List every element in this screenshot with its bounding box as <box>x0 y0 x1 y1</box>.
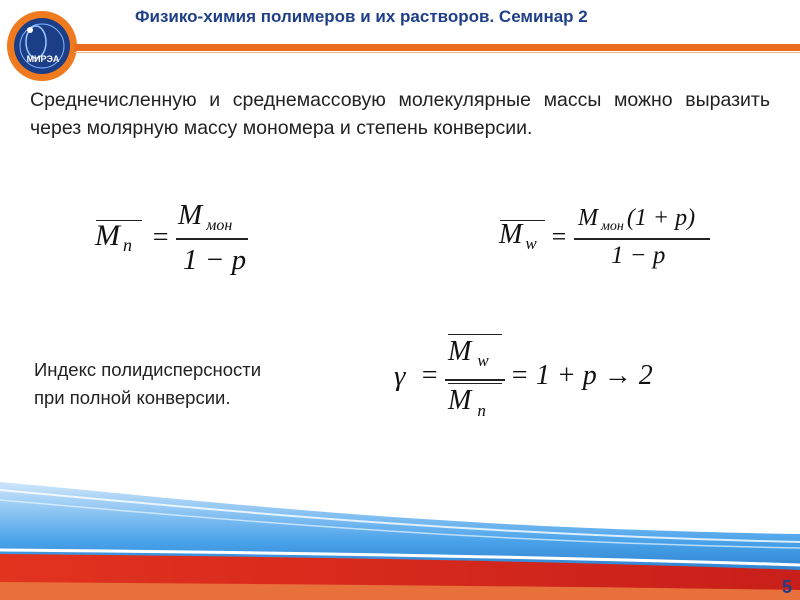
pdi-label-line1: Индекс полидисперсности <box>34 359 262 380</box>
pdi-label-line2: при полной конверсии. <box>34 387 231 408</box>
logo-text: МИРЭА <box>26 54 60 64</box>
slide-title: Физико-химия полимеров и их растворов. Семинар 2 <box>135 7 588 26</box>
formula-mw-numerator: M $_{мон}$ (1 + p) <box>578 205 696 234</box>
pdi-label <box>34 356 261 412</box>
footer-waves <box>0 470 800 600</box>
pdi-fraction-bar <box>445 379 505 381</box>
pdi-result: = 1 + p → 2 <box>510 360 653 391</box>
formula-mw-denominator: 1 − p <box>611 242 666 269</box>
pdi-denominator: M $_n$ <box>448 385 486 420</box>
mirea-logo <box>6 10 78 82</box>
pdi-gamma: γ <box>394 360 406 392</box>
formula-mw-fraction-bar <box>574 238 710 240</box>
overline-pdi-den <box>448 383 502 384</box>
overline-pdi-num <box>448 334 502 335</box>
formula-mw-equals: = <box>550 222 568 251</box>
formula-mn-equals: = <box>151 222 170 253</box>
pdi-equals: = <box>420 360 439 391</box>
formula-mw-lhs: M $_w$ <box>499 219 537 253</box>
intro-paragraph: Среднечисленную и среднемассовую молекулярные массы можно выразить через молярную массу мономера и степень конверсии. <box>30 89 770 139</box>
formula-mn-numerator: M $_{мон}$ <box>178 199 233 234</box>
header-divider <box>74 44 800 51</box>
formula-mn-denominator: 1 − p <box>183 244 247 276</box>
pdi-numerator: M $_w$ <box>448 336 489 370</box>
page-number: 5 <box>782 577 793 597</box>
header-divider-thin <box>74 52 800 53</box>
formula-mn-lhs: M $_n$ <box>95 219 132 255</box>
formula-mn-fraction-bar <box>176 238 248 240</box>
